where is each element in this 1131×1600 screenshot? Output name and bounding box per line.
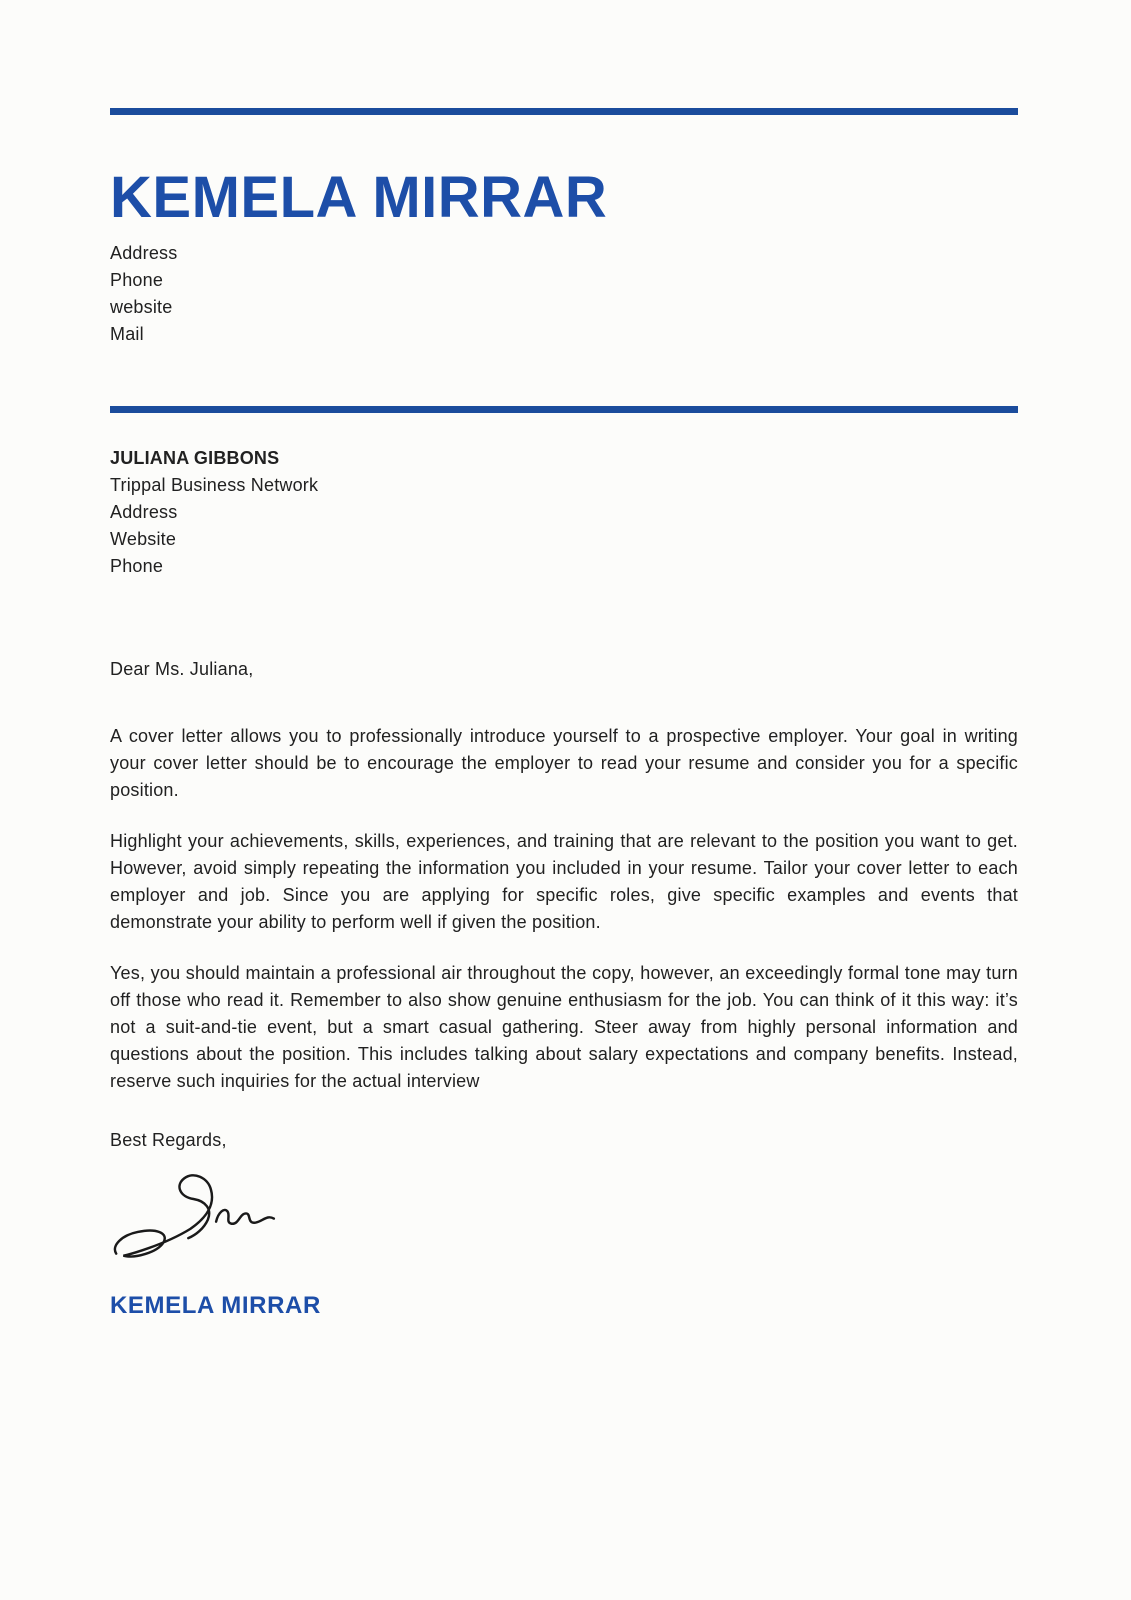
letter-paragraph-3: Yes, you should maintain a professional air throughout the copy, however, an exceedingly formal tone may turn off those who read it. Remember to also show genuine enthusiasm for the job. You can think of it this way: it’s not a suit-and-tie event, but a smart casual gathering. Steer away from highly personal information and questions about the position. This includes talking about salary expectations and company benefits. Instead, reserve such inquiries for the actual interview xyxy=(110,963,1018,1091)
sender-phone-line: Phone xyxy=(110,270,164,290)
letter-paragraph-1: A cover letter allows you to professionally introduce yourself to a prospective employer. Your goal in writing your cover letter should be to encourage the employer to read your resume and consider you for a specific position. xyxy=(110,726,1018,800)
sender-name-heading: KEMELA MIRRAR xyxy=(110,165,608,230)
recipient-phone-line: Phone xyxy=(110,556,164,576)
sender-mail-line: Mail xyxy=(110,324,144,344)
sender-contact-block xyxy=(110,240,1018,348)
closing-line: Best Regards, xyxy=(110,1130,227,1150)
letter-paragraph-2: Highlight your achievements, skills, experiences, and training that are relevant to the position you want to get. However, avoid simply repeating the information you included in your resume. Tailor your cover letter to each employer and job. Since you are applying for specific roles, give specific examples and events that demonstrate your ability to perform well if given the position. xyxy=(110,831,1018,932)
section-divider xyxy=(110,406,1018,413)
signoff-name: KEMELA MIRRAR xyxy=(110,1292,321,1319)
top-divider xyxy=(110,108,1018,115)
signature-area xyxy=(110,1166,1018,1268)
recipient-name: JULIANA GIBBONS xyxy=(110,448,280,468)
recipient-company-line: Trippal Business Network xyxy=(110,475,319,495)
salutation: Dear Ms. Juliana, xyxy=(110,659,254,679)
sender-website-line: website xyxy=(110,297,173,317)
signature-image xyxy=(110,1166,280,1266)
sender-address-line: Address xyxy=(110,243,178,263)
recipient-address-line: Address xyxy=(110,502,178,522)
recipient-block xyxy=(110,445,1018,580)
recipient-website-line: Website xyxy=(110,529,177,549)
